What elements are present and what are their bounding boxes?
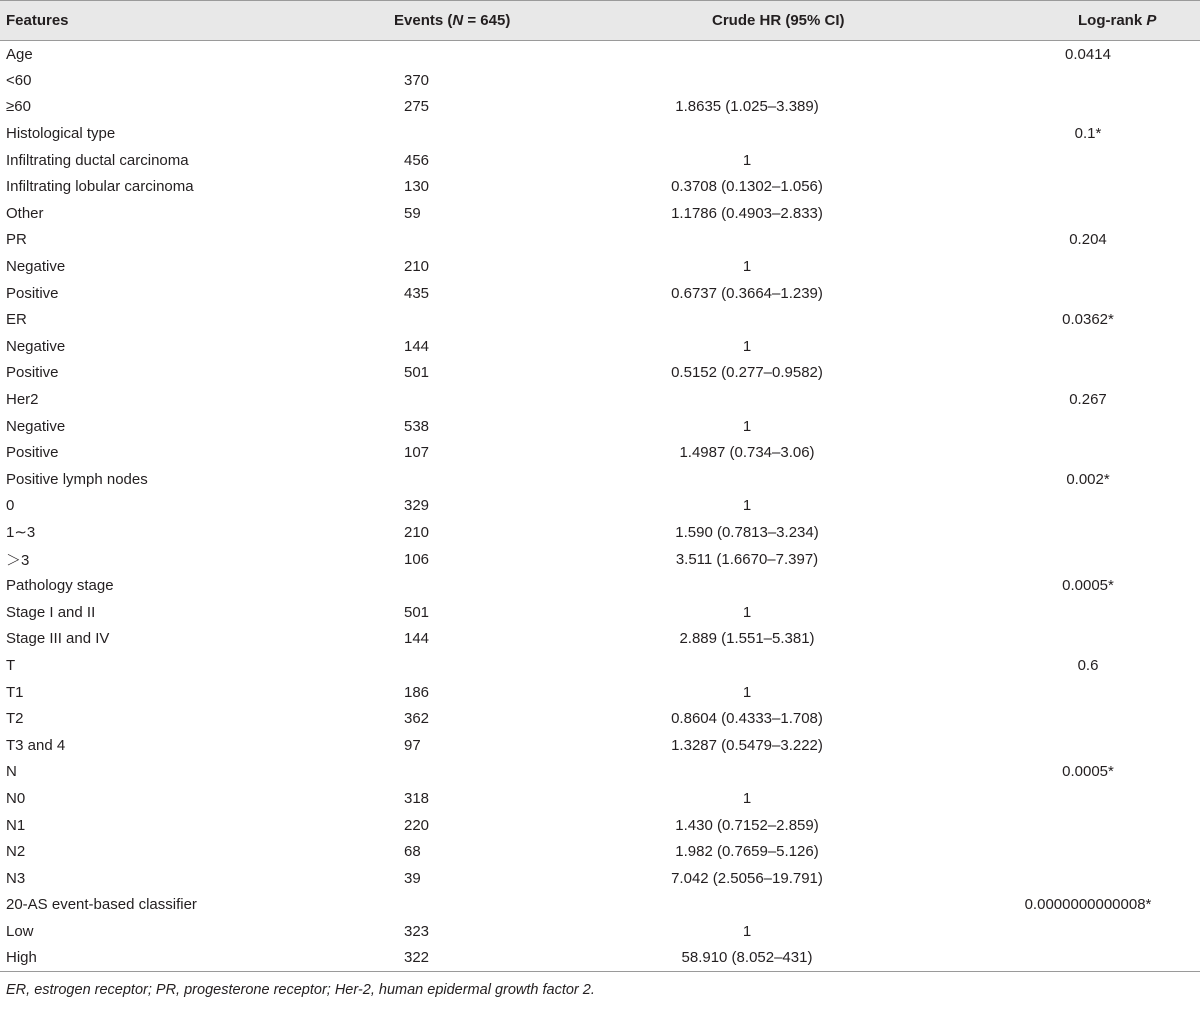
cell-logrank-p-value: 0.204 — [1069, 231, 1107, 249]
cell-logrank-p — [968, 94, 1200, 121]
cell-logrank-p — [968, 599, 1200, 626]
cell-feature: Positive lymph nodes — [6, 470, 148, 488]
table-row — [0, 67, 1200, 94]
cell-logrank-p-value: 0.1* — [1074, 125, 1102, 143]
cell-logrank-p — [968, 386, 1200, 413]
table-row — [0, 838, 1200, 865]
cell-logrank-p — [968, 280, 1200, 307]
cell-events — [356, 120, 526, 147]
table-row — [0, 759, 1200, 786]
cell-events — [356, 572, 526, 599]
header-logrank — [968, 1, 1200, 41]
cell-feature: N0 — [6, 789, 26, 807]
cell-feature: High — [0, 945, 356, 972]
cell-feature: 0 — [6, 497, 15, 515]
cell-crude-hr-value: 1.1786 (0.4903–2.833) — [671, 204, 823, 222]
cell-events: 144 — [404, 630, 430, 648]
cell-crude-hr-value: 2.889 (1.551–5.381) — [679, 630, 815, 648]
cell-events: 144 — [404, 337, 430, 355]
cell-crude-hr — [526, 732, 968, 759]
table-row — [0, 200, 1200, 227]
cell-logrank-p — [968, 626, 1200, 653]
cell-crude-hr-value: 1.982 (0.7659–5.126) — [675, 843, 819, 861]
cell-events: 435 — [404, 284, 430, 302]
cell-feature: Positive — [6, 284, 59, 302]
cell-feature: N2 — [6, 843, 26, 861]
cell-logrank-p — [968, 892, 1200, 919]
cell-crude-hr — [526, 67, 968, 94]
cell-logrank-p — [968, 439, 1200, 466]
cell-crude-hr — [526, 200, 968, 227]
header-events-n: N — [452, 12, 464, 29]
cell-logrank-p — [968, 333, 1200, 360]
cell-events: 59 — [404, 204, 421, 222]
table-row — [0, 227, 1200, 254]
cell-crude-hr — [526, 413, 968, 440]
cell-crude-hr — [526, 147, 968, 174]
cell-crude-hr — [526, 945, 968, 972]
cell-logrank-p — [968, 67, 1200, 94]
cell-feature: N3 — [6, 869, 26, 887]
table-row — [0, 572, 1200, 599]
header-features: Features — [0, 1, 356, 41]
cell-crude-hr-value: 58.910 (8.052–431) — [681, 949, 813, 967]
cell-events: 210 — [404, 523, 430, 541]
cell-crude-hr — [526, 892, 968, 919]
table-row — [0, 386, 1200, 413]
cell-crude-hr — [526, 173, 968, 200]
cell-crude-hr — [526, 94, 968, 121]
cell-crude-hr — [526, 306, 968, 333]
cell-crude-hr — [526, 705, 968, 732]
cell-crude-hr-value: 3.511 (1.6670–7.397) — [675, 550, 819, 568]
cell-events: 275 — [404, 98, 430, 116]
cell-crude-hr-value: 0.8604 (0.4333–1.708) — [671, 710, 823, 728]
cell-crude-hr-value: 1 — [742, 922, 752, 940]
cell-events: 220 — [404, 816, 430, 834]
cell-logrank-p — [968, 227, 1200, 254]
cell-logrank-p — [968, 519, 1200, 546]
cell-crude-hr-value: 1.590 (0.7813–3.234) — [675, 523, 819, 541]
header-crude-hr: Crude HR (95% CI) — [526, 1, 968, 41]
table-row — [0, 892, 1200, 919]
table-row — [0, 41, 1200, 68]
cell-events — [356, 306, 526, 333]
cell-feature: Negative — [6, 337, 66, 355]
table-row — [0, 652, 1200, 679]
cell-events: 501 — [404, 364, 430, 382]
cell-crude-hr-value: 1 — [742, 417, 752, 435]
table-row — [0, 546, 1200, 573]
cell-crude-hr — [526, 652, 968, 679]
cell-feature: Pathology stage — [6, 577, 114, 595]
cell-feature: T1 — [6, 683, 24, 701]
cell-crude-hr-value: 0.6737 (0.3664–1.239) — [671, 284, 823, 302]
cell-events: 318 — [404, 789, 430, 807]
table-row — [0, 306, 1200, 333]
cell-logrank-p — [968, 546, 1200, 573]
cell-crude-hr — [526, 838, 968, 865]
cell-crude-hr — [526, 386, 968, 413]
table-row — [0, 519, 1200, 546]
cell-feature: ＞3 — [6, 551, 30, 569]
cell-crude-hr-value: 1 — [742, 151, 752, 169]
cell-crude-hr — [526, 759, 968, 786]
cell-crude-hr-value: 1 — [742, 258, 752, 276]
cell-crude-hr — [526, 865, 968, 892]
cell-events — [356, 892, 526, 919]
cell-logrank-p — [968, 572, 1200, 599]
cell-feature: Negative — [6, 417, 66, 435]
table-header — [0, 1, 1200, 41]
cell-crude-hr-value: 1.3287 (0.5479–3.222) — [671, 736, 823, 754]
cell-crude-hr-value: 1 — [742, 789, 752, 807]
table-row — [0, 865, 1200, 892]
cell-feature: PR — [6, 231, 27, 249]
table-row — [0, 333, 1200, 360]
cell-events: 501 — [404, 603, 430, 621]
cell-logrank-p — [968, 306, 1200, 333]
cell-events: 538 — [404, 417, 430, 435]
cell-crude-hr-value: 1 — [742, 337, 752, 355]
cell-feature: Histological type — [6, 125, 116, 143]
cell-feature: Positive — [6, 444, 59, 462]
cell-feature: Low — [6, 922, 34, 940]
table-row — [0, 918, 1200, 945]
cell-feature: Age — [6, 45, 33, 63]
cell-events — [356, 41, 526, 68]
cell-events: 39 — [404, 869, 421, 887]
cell-events — [356, 227, 526, 254]
header-events — [356, 1, 526, 41]
cell-logrank-p — [968, 732, 1200, 759]
cell-logrank-p — [968, 759, 1200, 786]
table-row — [0, 120, 1200, 147]
cell-logrank-p — [968, 253, 1200, 280]
cell-feature: Negative — [6, 258, 66, 276]
cell-events — [356, 759, 526, 786]
cell-crude-hr — [526, 519, 968, 546]
cell-crude-hr — [526, 120, 968, 147]
cell-crude-hr — [526, 466, 968, 493]
cell-events: 322 — [356, 945, 526, 972]
cell-events: 456 — [404, 151, 430, 169]
cell-crude-hr — [526, 785, 968, 812]
cell-events: 210 — [404, 258, 430, 276]
cell-events: 362 — [404, 710, 430, 728]
cell-crude-hr — [526, 333, 968, 360]
cell-feature: ER — [6, 311, 27, 329]
cell-events: 68 — [404, 843, 421, 861]
cell-feature: T3 and 4 — [6, 736, 66, 754]
cell-crude-hr-value: 1 — [742, 683, 752, 701]
cell-logrank-p — [968, 360, 1200, 387]
table-body — [0, 41, 1200, 972]
cell-crude-hr — [526, 546, 968, 573]
cell-logrank-p — [968, 945, 1200, 972]
cell-logrank-p-value: 0.0414 — [1065, 45, 1111, 63]
cell-feature: Stage I and II — [6, 603, 96, 621]
cell-logrank-p — [968, 918, 1200, 945]
cell-logrank-p-value: 0.267 — [1069, 391, 1107, 409]
cell-feature: N1 — [6, 816, 26, 834]
cell-logrank-p — [968, 652, 1200, 679]
table-row — [0, 253, 1200, 280]
cell-logrank-p-value: 0.6 — [1077, 656, 1099, 674]
table-row — [0, 626, 1200, 653]
table-row — [0, 812, 1200, 839]
table-row — [0, 945, 1200, 972]
cell-crude-hr — [526, 599, 968, 626]
cell-logrank-p-value: 0.0005* — [1062, 577, 1114, 595]
cell-crude-hr-value: 7.042 (2.5056–19.791) — [671, 869, 823, 887]
table-row — [0, 493, 1200, 520]
cell-logrank-p-value: 0.002* — [1066, 470, 1110, 488]
header-events-suffix: = 645) — [463, 12, 511, 29]
cell-crude-hr-value: 1.8635 (1.025–3.389) — [675, 98, 819, 116]
cell-logrank-p-value: 0.0000000000008* — [1024, 896, 1152, 914]
table-row — [0, 280, 1200, 307]
cell-logrank-p — [968, 200, 1200, 227]
cell-crude-hr — [526, 572, 968, 599]
cell-logrank-p — [968, 413, 1200, 440]
cell-feature: Other — [6, 204, 44, 222]
cell-crude-hr-value: 0.5152 (0.277–0.9582) — [671, 364, 823, 382]
table-row — [0, 705, 1200, 732]
cell-crude-hr-value: 1.430 (0.7152–2.859) — [675, 816, 819, 834]
header-logrank-prefix: Log-rank — [1078, 12, 1147, 29]
cell-logrank-p — [968, 120, 1200, 147]
cell-feature: Her2 — [6, 391, 39, 409]
cell-logrank-p — [968, 838, 1200, 865]
cell-logrank-p — [968, 493, 1200, 520]
cell-events: 186 — [404, 683, 430, 701]
cell-feature: Infiltrating lobular carcinoma — [6, 178, 194, 196]
table-footnote: ER, estrogen receptor; PR, progesterone receptor; Her-2, human epidermal growth factor 2. — [6, 981, 595, 998]
cell-logrank-p — [968, 865, 1200, 892]
cell-crude-hr — [526, 280, 968, 307]
cell-events: 97 — [404, 736, 421, 754]
cell-crude-hr — [526, 626, 968, 653]
table-row — [0, 466, 1200, 493]
cell-events — [356, 652, 526, 679]
cell-logrank-p — [968, 173, 1200, 200]
cell-events: 329 — [404, 497, 430, 515]
cell-crude-hr-value: 1 — [742, 603, 752, 621]
table-row — [0, 439, 1200, 466]
cell-crude-hr-value: 1 — [742, 497, 752, 515]
table-row — [0, 173, 1200, 200]
cell-events: 107 — [404, 444, 430, 462]
table-row — [0, 732, 1200, 759]
table-row — [0, 599, 1200, 626]
header-row — [0, 1, 1200, 41]
cell-logrank-p — [968, 679, 1200, 706]
cell-events — [356, 466, 526, 493]
cell-feature: Positive — [6, 364, 59, 382]
table-row — [0, 413, 1200, 440]
cell-crude-hr — [526, 439, 968, 466]
cell-logrank-p — [968, 466, 1200, 493]
cell-logrank-p — [968, 705, 1200, 732]
cell-events: 323 — [404, 922, 430, 940]
cell-feature: 1∼3 — [6, 524, 36, 542]
table-row — [0, 679, 1200, 706]
cell-feature: Stage III and IV — [6, 630, 110, 648]
cell-events: 130 — [404, 178, 430, 196]
cell-logrank-p-value: 0.0362* — [1062, 311, 1114, 329]
cell-crude-hr — [526, 227, 968, 254]
cell-crude-hr — [526, 253, 968, 280]
cell-crude-hr-value: 1.4987 (0.734–3.06) — [679, 444, 815, 462]
cell-logrank-p — [968, 785, 1200, 812]
cell-feature: T2 — [6, 710, 24, 728]
cell-events: 370 — [404, 71, 430, 89]
cell-logrank-p-value: 0.0005* — [1062, 763, 1114, 781]
cell-feature: T — [6, 656, 16, 674]
cell-crude-hr — [526, 360, 968, 387]
table-row — [0, 94, 1200, 121]
cell-events — [356, 386, 526, 413]
cell-feature: ≥60 — [6, 98, 31, 116]
cell-crude-hr — [526, 812, 968, 839]
cell-logrank-p — [968, 812, 1200, 839]
table-row — [0, 147, 1200, 174]
header-events-prefix: Events ( — [394, 12, 453, 29]
cell-crude-hr-value: 0.3708 (0.1302–1.056) — [671, 178, 823, 196]
cell-events: 106 — [404, 550, 430, 568]
cell-feature: 20-AS event-based classifier — [6, 896, 197, 914]
cell-crude-hr — [526, 41, 968, 68]
header-logrank-p: P — [1146, 12, 1157, 29]
table-row — [0, 360, 1200, 387]
cell-crude-hr — [526, 918, 968, 945]
table-row — [0, 785, 1200, 812]
cell-feature: N — [6, 763, 17, 781]
cell-crude-hr — [526, 493, 968, 520]
cell-feature: <60 — [6, 71, 32, 89]
cell-crude-hr — [526, 679, 968, 706]
cell-logrank-p — [968, 147, 1200, 174]
cell-logrank-p — [968, 41, 1200, 68]
cell-feature: Infiltrating ductal carcinoma — [6, 151, 189, 169]
